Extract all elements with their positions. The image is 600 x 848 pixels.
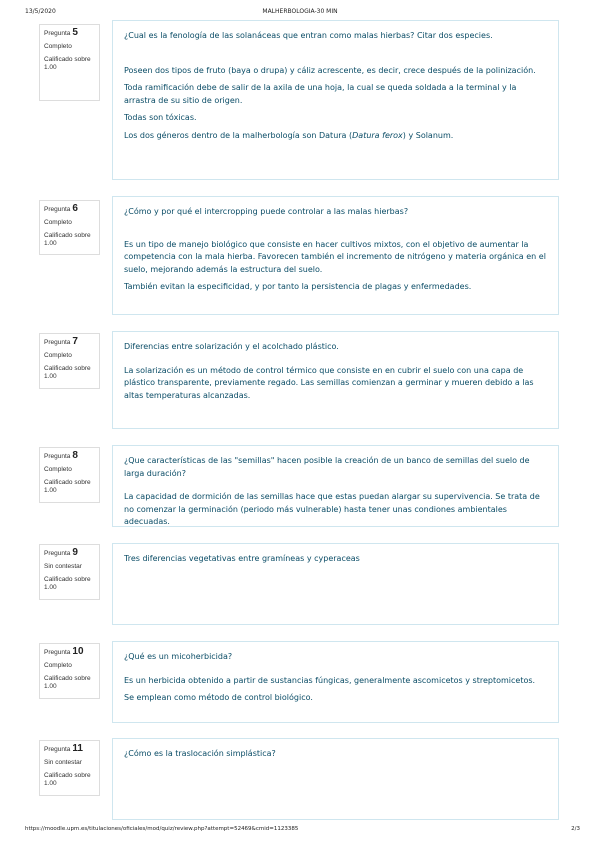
grade-value: 1.00 (44, 683, 57, 690)
grade-label: Calificado sobre (44, 772, 91, 779)
grade-value: 1.00 (44, 487, 57, 494)
question-number: 9 (72, 547, 78, 558)
question-content (112, 641, 559, 723)
grade-label: Calificado sobre (44, 365, 91, 372)
question-label: Pregunta (44, 453, 71, 460)
answer-text (124, 675, 547, 705)
question-number: 7 (72, 336, 78, 347)
grade-label: Calificado sobre (44, 232, 91, 239)
question-label: Pregunta (44, 550, 71, 557)
grade-value: 1.00 (44, 373, 57, 380)
question-info (39, 447, 100, 503)
grade-value: 1.00 (44, 240, 57, 247)
question-state: Completo (44, 43, 72, 50)
question-number: 11 (72, 743, 83, 754)
question-info (39, 24, 100, 101)
grade-label: Calificado sobre (44, 479, 91, 486)
print-title: MALHERBOLOGIA-30 MIN (262, 8, 338, 15)
question-label: Pregunta (44, 30, 71, 37)
question-content (112, 331, 559, 429)
answer-paragraph: La solarización es un método de control térmico que consiste en en cubrir el suelo con una capa de plástico transparente, previamente regado. Las semillas comienzan a germinar y mueren debido a las altas temperaturas alcanzadas. (124, 365, 534, 400)
question-label: Pregunta (44, 206, 71, 213)
question-label: Pregunta (44, 339, 71, 346)
question-info (39, 200, 100, 255)
answer-paragraph: Todas son tóxicas. (124, 113, 197, 122)
answer-paragraph: Toda ramificación debe de salir de la axila de una hoja, la cual se queda soldada a la terminal y la arrastra de su sitio de origen. (124, 83, 517, 105)
question-state: Completo (44, 466, 72, 473)
print-url: https://moodle.upm.es/titulaciones/oficiales/mod/quiz/review.php?attempt=52469&cmid=1123385 (25, 826, 299, 832)
grade-label: Calificado sobre (44, 576, 91, 583)
page-number: 2/3 (571, 826, 580, 832)
question-text: Diferencias entre solarización y el acolchado plástico. (124, 342, 339, 351)
question-text: ¿Qué es un micoherbicida? (124, 652, 233, 661)
question-content (112, 196, 559, 315)
question-content (112, 445, 559, 527)
answer-paragraph: Es un tipo de manejo biológico que consiste en hacer cultivos mixtos, con el objetivo de aumentar la competencia con la mala hierba. Favorecen también el incremento de nitrógeno y materia orgánica en el suelo, mejorando además la estructura del suelo. (124, 239, 546, 274)
question-state: Completo (44, 352, 72, 359)
answer-text (124, 491, 547, 529)
answer-paragraph: La capacidad de dormición de las semillas hace que estas puedan alargar su supervivencia. Se trata de no comenzar la germinación (periodo más vulnerable) hasta tener unas condiones ambientales adecuadas. (124, 492, 540, 526)
question-label: Pregunta (44, 649, 71, 656)
question-content (112, 543, 559, 625)
question-text: ¿Cómo y por qué el intercropping puede controlar a las malas hierbas? (124, 207, 409, 216)
question-state: Completo (44, 219, 72, 226)
question-text: ¿Cómo es la traslocación simplástica? (124, 749, 276, 758)
answer-paragraph: Los dos géneros dentro de la malherbología son Datura (Datura ferox) y Solanum. (124, 130, 454, 140)
question-info (39, 740, 100, 796)
print-date: 13/5/2020 (25, 8, 56, 15)
answer-paragraph: Se emplean como método de control biológico. (124, 693, 313, 702)
answer-paragraph: Es un herbicida obtenido a partir de sustancias fúngicas, generalmente ascomicetos y streptomicetos. (124, 675, 536, 685)
grade-value: 1.00 (44, 584, 57, 591)
question-state: Sin contestar (44, 563, 82, 570)
print-footer (0, 826, 600, 838)
grade-value: 1.00 (44, 64, 57, 71)
question-number: 8 (72, 450, 78, 461)
answer-text (124, 365, 547, 403)
grade-label: Calificado sobre (44, 56, 91, 63)
question-text: ¿Que características de las "semillas" hacen posible la creación de un banco de semillas del suelo de larga duración? (124, 456, 530, 478)
grade-value: 1.00 (44, 780, 57, 787)
question-text: ¿Cual es la fenología de las solanáceas que entran como malas hierbas? Citar dos especies. (124, 31, 493, 40)
question-info (39, 333, 100, 389)
question-content (112, 20, 559, 180)
question-info (39, 643, 100, 699)
print-header (0, 8, 600, 20)
grade-label: Calificado sobre (44, 675, 91, 682)
question-state: Sin contestar (44, 759, 82, 766)
question-number: 10 (72, 646, 84, 657)
question-number: 6 (72, 203, 78, 214)
answer-text (124, 239, 547, 294)
answer-paragraph: Poseen dos tipos de fruto (baya o drupa) y cáliz acrescente, es decir, crece después de la polinización. (124, 65, 536, 75)
answer-text (124, 65, 547, 143)
question-number: 5 (72, 27, 78, 38)
question-label: Pregunta (44, 746, 71, 753)
question-content (112, 738, 559, 820)
question-text: Tres diferencias vegetativas entre gramíneas y cyperaceas (124, 554, 360, 563)
answer-paragraph: También evitan la especificidad, y por tanto la persistencia de plagas y enfermedades. (124, 282, 472, 291)
question-state: Completo (44, 662, 72, 669)
question-info (39, 544, 100, 600)
